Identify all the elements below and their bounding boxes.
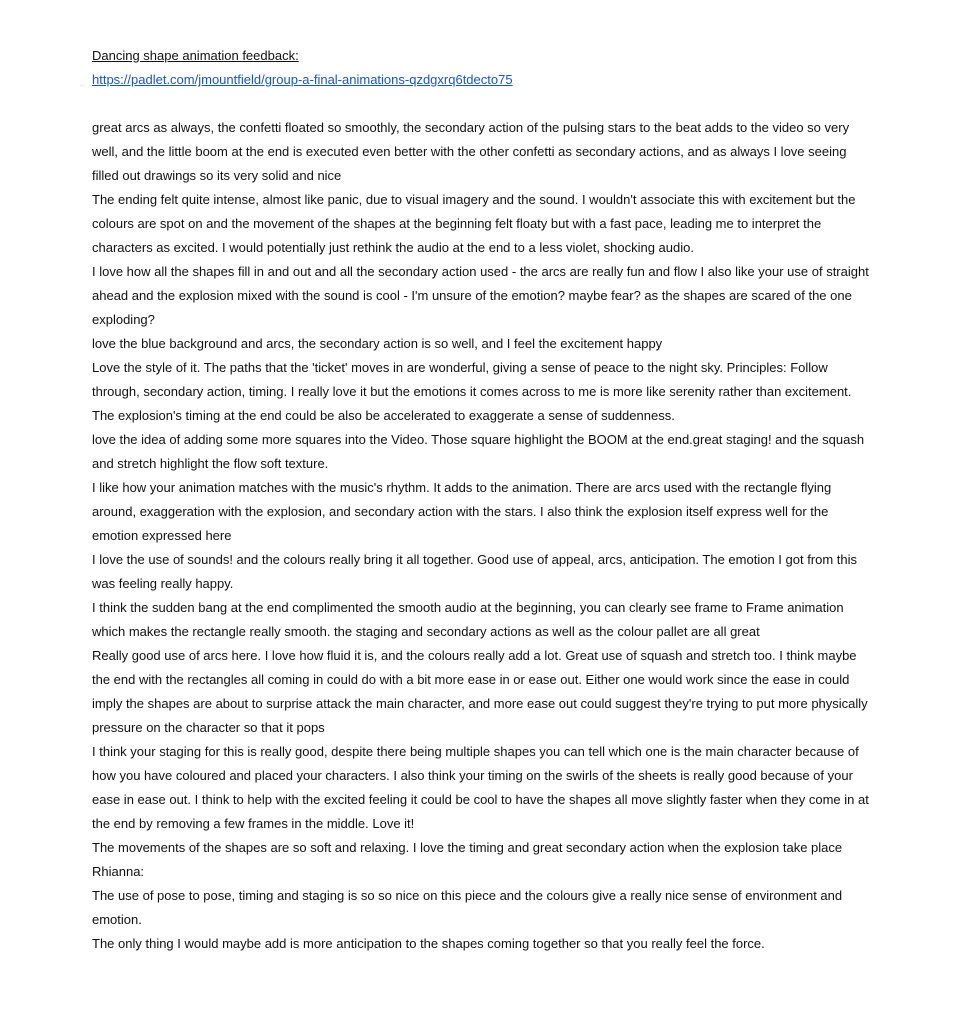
feedback-paragraph-3: I love how all the shapes fill in and out and all the secondary action used - the arcs are really fun and flow I also like your use of straight ahead and the explosion mixed with the sound is cool - I'm unsure of the emotion? maybe fear? as the shapes are scared of the one exploding?	[92, 264, 869, 327]
feedback-paragraph-1: great arcs as always, the confetti floated so smoothly, the secondary action of the pulsing stars to the beat adds to the video so very well, and the little boom at the end is executed even better with the other confetti as secondary actions, and as always I love seeing filled out drawings so its very solid and nice	[92, 120, 850, 183]
feedback-paragraph-4: love the blue background and arcs, the secondary action is so well, and I feel the excitement happy	[92, 336, 663, 351]
feedback-paragraph-14: The only thing I would maybe add is more anticipation to the shapes coming together so that you really feel the force.	[92, 936, 765, 951]
blank-line	[92, 92, 872, 116]
feedback-paragraph-2: The ending felt quite intense, almost like panic, due to visual imagery and the sound. I wouldn't associate this with excitement but the colours are spot on and the movement of the shapes at the beginning felt floaty but with a fast pace, leading me to interpret the characters as excited. I would potentially just rethink the audio at the end to a less violet, shocking audio.	[92, 192, 856, 255]
feedback-paragraph-6: love the idea of adding some more squares into the Video. Those square highlight the BOOM at the end.great staging! and the squash and stretch highlight the flow soft texture.	[92, 432, 865, 471]
feedback-paragraph-13: The use of pose to pose, timing and staging is so so nice on this piece and the colours give a really nice sense of environment and emotion.	[92, 888, 843, 927]
feedback-paragraph-9: I think the sudden bang at the end complimented the smooth audio at the beginning, you can clearly see frame to Frame animation which makes the rectangle really smooth. the staging and secondary actions as well as the colour pallet are all great	[92, 600, 844, 639]
feedback-paragraph-11: I think your staging for this is really good, despite there being multiple shapes you can tell which one is the main character because of how you have coloured and placed your characters. I also think your timing on the swirls of the sheets is really good because of your ease in ease out. I think to help with the excited feeling it could be cool to have the shapes all move slightly faster when they come in at the end by removing a few frames in the middle. Love it!	[92, 744, 869, 831]
feedback-paragraph-12: The movements of the shapes are so soft and relaxing. I love the timing and great secondary action when the explosion take place	[92, 840, 843, 855]
document-title: Dancing shape animation feedback:	[92, 48, 299, 63]
feedback-paragraph-5: Love the style of it. The paths that the 'ticket' moves in are wonderful, giving a sense of peace to the night sky. Principles: Follow through, secondary action, timing. I really love it but the emotions it comes across to me is more like serenity rather than excitement. The explosion's timing at the end could be also be accelerated to exaggerate a sense of suddenness.	[92, 360, 852, 423]
author-label-rhianna: Rhianna:	[92, 864, 145, 879]
feedback-paragraph-7: I like how your animation matches with the music's rhythm. It adds to the animation. There are arcs used with the rectangle flying around, exaggeration with the explosion, and secondary action with the stars. I also think the explosion itself express well for the emotion expressed here	[92, 480, 832, 543]
padlet-link[interactable]: https://padlet.com/jmountfield/group-a-final-animations-qzdgxrq6tdecto75	[92, 72, 513, 87]
feedback-paragraph-10: Really good use of arcs here. I love how fluid it is, and the colours really add a lot. Great use of squash and stretch too. I think maybe the end with the rectangles all coming in could do with a bit more ease in or ease out. Either one would work since the ease in could imply the shapes are about to surprise attack the main character, and more ease out could suggest they're trying to put more physically pressure on the character so that it pops	[92, 648, 868, 735]
feedback-paragraph-8: I love the use of sounds! and the colours really bring it all together. Good use of appeal, arcs, anticipation. The emotion I got from this was feeling really happy.	[92, 552, 858, 591]
document-page	[92, 44, 872, 956]
